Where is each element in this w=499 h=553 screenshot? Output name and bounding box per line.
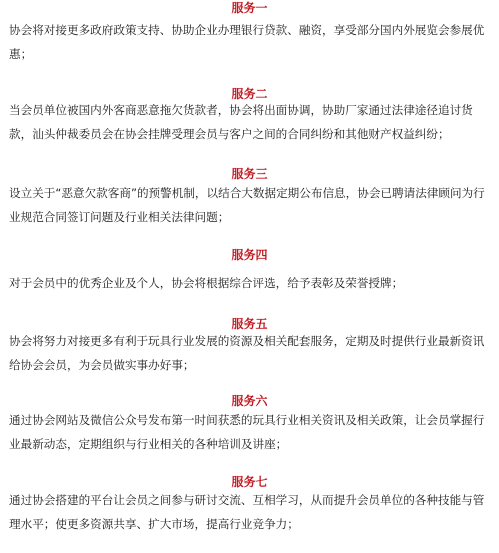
service-heading: 服务五 [231, 317, 268, 331]
service-text: 通过协会网站及微信公众号发布第一时间获悉的玩具行业相关资讯及相关政策，让会员掌握行业最新动态，定期组织与行业相关的各种培训及讲座； [9, 413, 485, 451]
service-text: 协会将努力对接更多有利于玩具行业发展的资源及相关配套服务，定期及时提供行业最新资讯给协会会员，为会员做实事办好事； [9, 334, 485, 372]
service-heading: 服务一 [231, 1, 268, 15]
service-text: 通过协会搭建的平台让会员之间参与研讨交流、互相学习，从而提升会员单位的各种技能与管理水平；使更多资源共享、扩大市场，提高行业竞争力； [9, 493, 485, 531]
service-heading: 服务四 [231, 248, 268, 262]
service-text: 协会将对接更多政府政策支持、协助企业办理银行贷款、融资，享受部分国内外展览会参展优惠； [9, 23, 485, 61]
service-heading: 服务二 [231, 87, 268, 101]
service-heading: 服务七 [231, 475, 268, 489]
service-text: 对于会员中的优秀企业及个人，协会将根据综合评选，给予表彰及荣誉授牌； [9, 276, 404, 290]
service-text: 设立关于“恶意欠款客商”的预警机制，以结合大数据定期公布信息，协会已聘请法律顾问为行业规范合同签订问题及行业相关法律问题； [9, 186, 485, 224]
service-heading: 服务六 [231, 394, 268, 408]
service-heading: 服务三 [231, 167, 268, 181]
service-text: 当会员单位被国内外客商恶意拖欠货款者，协会将出面协调，协助厂家通过法律途径追讨货款，汕头仲裁委员会在协会挂牌受理会员与客户之间的合同纠纷和其他财产权益纠纷； [9, 103, 473, 141]
